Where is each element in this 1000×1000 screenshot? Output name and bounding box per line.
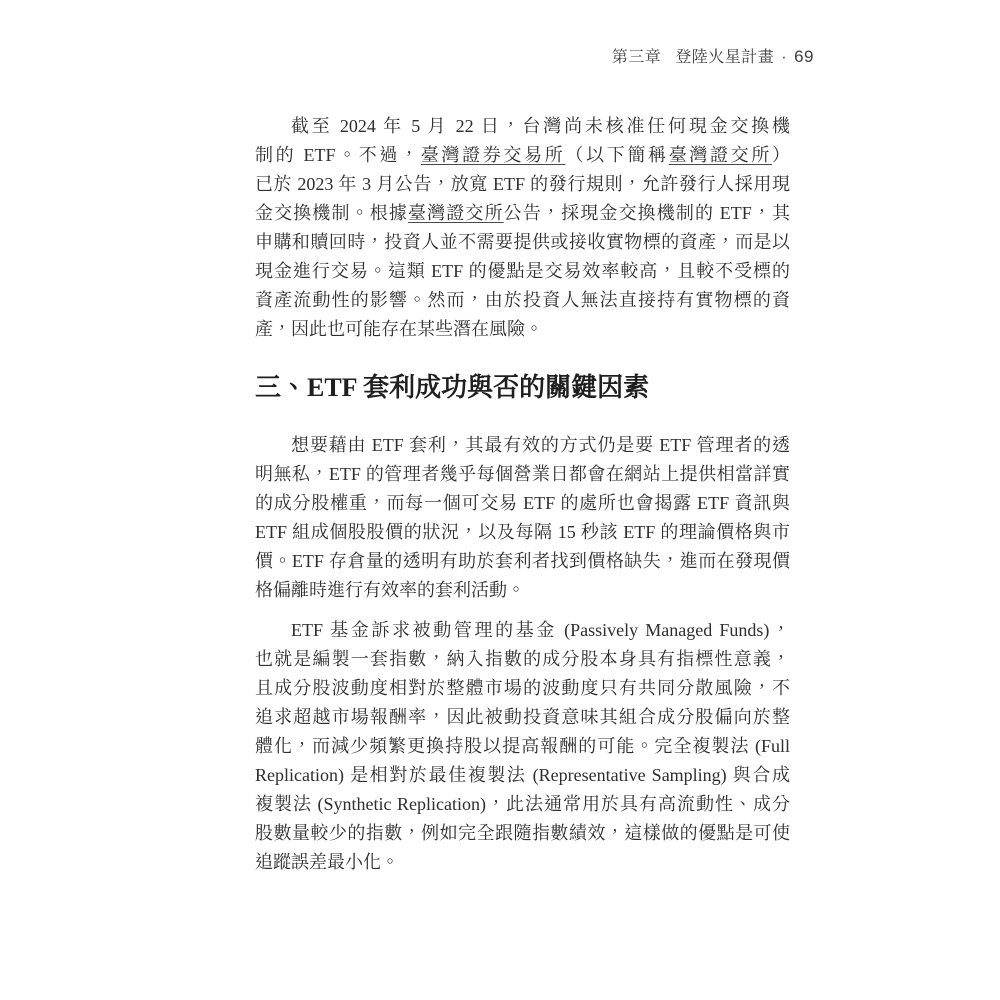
text-segment: 申購和贖回時，投資人並不需要提供或接收實物標的資產，而是以 [255, 232, 790, 252]
proper-noun-underlined: 臺灣證交所 [408, 203, 504, 223]
chapter-title: 登陸火星計畫 [675, 49, 775, 66]
text-line [255, 431, 790, 460]
text-line [255, 790, 790, 819]
text-segment: 的成分股權重，而每一個可交易 ETF 的處所也會揭露 ETF 資訊與 [255, 493, 790, 513]
text-line [255, 547, 790, 576]
text-segment: 且成分股波動度相對於整體市場的波動度只有共同分散風險，不 [255, 678, 790, 698]
text-segment: 也就是編製一套指數，納入指數的成分股本身具有指標性意義， [255, 649, 790, 669]
text-line [255, 315, 790, 344]
text-line [255, 199, 790, 228]
text-line [255, 576, 790, 605]
text-segment: 體化，而減少頻繁更換持股以提高報酬的可能。完全複製法 (Full [255, 736, 790, 756]
text-segment: 產，因此也可能存在某些潛在風險。 [255, 319, 543, 339]
section-heading: 三、ETF 套利成功與否的關鍵因素 [255, 373, 650, 402]
paragraph-cash-exchange-etf [255, 112, 790, 344]
text-segment: 制的 ETF。不過， [255, 145, 421, 165]
text-segment: 格偏離時進行有效率的套利活動。 [255, 580, 525, 600]
text-line [255, 848, 790, 877]
text-line [255, 819, 790, 848]
text-line [255, 616, 790, 645]
text-segment: ） [772, 145, 790, 165]
text-segment: 價。ETF 存倉量的透明有助於套利者找到價格缺失，進而在發現價 [255, 551, 790, 571]
text-segment: 追求超越市場報酬率，因此被動投資意味其組合成分股偏向於整 [255, 707, 790, 727]
text-segment: 金交換機制。根據 [255, 203, 409, 223]
chapter-label: 第三章 [611, 49, 662, 66]
text-segment: 現金進行交易。這類 ETF 的優點是交易效率較高，且較不受標的 [255, 261, 790, 281]
proper-noun-underlined: 臺灣證券交易所 [420, 145, 566, 165]
text-line [255, 286, 790, 315]
text-line [255, 228, 790, 257]
text-segment: ETF 組成個股股價的狀況，以及每隔 15 秒該 ETF 的理論價格與市 [255, 522, 790, 542]
text-segment: 追蹤誤差最小化。 [255, 852, 399, 872]
text-line [255, 257, 790, 286]
text-line [255, 489, 790, 518]
running-header [0, 44, 814, 67]
text-line [255, 112, 790, 141]
header-separator-dot: · [781, 49, 788, 66]
page-number: 69 [794, 47, 814, 66]
paragraph-arbitrage-transparency [255, 431, 790, 605]
text-line [255, 518, 790, 547]
text-segment: Replication) 是相對於最佳複製法 (Representative Sampling) 與合成 [255, 765, 790, 785]
paragraph-passively-managed-funds [255, 616, 790, 877]
text-line [255, 674, 790, 703]
text-segment: （以下簡稱 [565, 145, 669, 165]
text-line [255, 645, 790, 674]
text-segment: 資產流動性的影響。然而，由於投資人無法直接持有實物標的資 [255, 290, 790, 310]
text-line [255, 141, 790, 170]
text-segment: 公告，採現金交換機制的 ETF，其 [503, 203, 791, 223]
text-line [255, 170, 790, 199]
text-segment: ETF 基金訴求被動管理的基金 (Passively Managed Funds)， [291, 620, 790, 640]
text-line [255, 761, 790, 790]
text-segment: 截至 2024 年 5 月 22 日，台灣尚未核准任何現金交換機 [291, 116, 790, 136]
text-segment: 已於 2023 年 3 月公告，放寬 ETF 的發行規則，允許發行人採用現 [255, 174, 790, 194]
text-segment: 想要藉由 ETF 套利，其最有效的方式仍是要 ETF 管理者的透 [291, 435, 790, 455]
text-segment: 股數量較少的指數，例如完全跟隨指數績效，這樣做的優點是可使 [255, 823, 790, 843]
text-line [255, 460, 790, 489]
text-line [255, 732, 790, 761]
text-line [255, 703, 790, 732]
text-segment: 複製法 (Synthetic Replication)，此法通常用於具有高流動性、成分 [255, 794, 790, 814]
proper-noun-underlined: 臺灣證交所 [668, 145, 772, 165]
text-segment: 明無私，ETF 的管理者幾乎每個營業日都會在網站上提供相當詳實 [255, 464, 790, 484]
